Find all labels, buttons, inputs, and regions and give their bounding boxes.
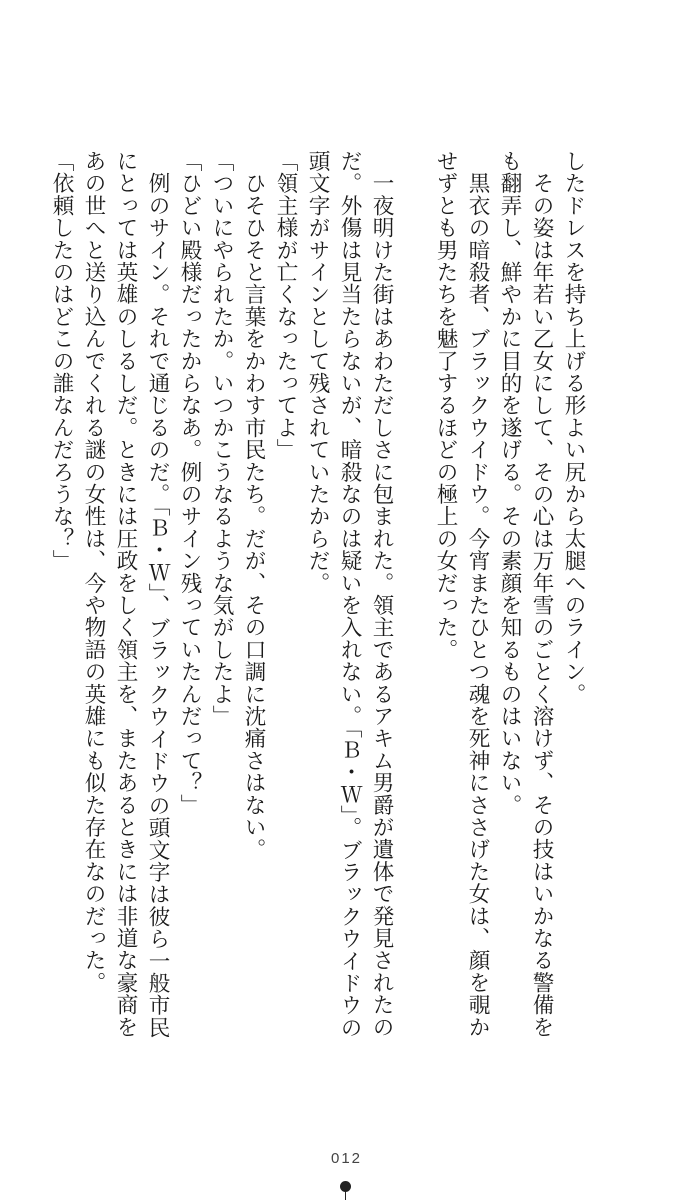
text-line: その姿は年若い乙女にして、その心は万年雪のごとく溶けず、その技はいかなる警備を [529, 150, 554, 1038]
text-line: せずとも男たちを魅了するほどの極上の女だった。 [433, 150, 458, 661]
text-line: だ。外傷は見当たらないが、暗殺なのは疑いを入れない。「Ｂ・Ｗ」。ブラックウイドウの [337, 150, 362, 1039]
text-line: 「依頼したのはどこの誰なんだろうな？」 [49, 150, 74, 572]
text-line: も翻弄し、鮮やかに目的を遂げる。その素顔を知るものはいない。 [497, 150, 522, 816]
text-line: 例のサイン。それで通じるのだ。「Ｂ・Ｗ」、ブラックウイドウの頭文字は彼ら一般市民 [145, 150, 170, 1039]
text-line: にとっては英雄のしるしだ。ときには圧政をしく領主を、またあるときには非道な豪商を [113, 150, 138, 1038]
vertical-text-body [45, 150, 589, 1039]
scene-break [397, 150, 429, 1020]
text-line: 黒衣の暗殺者、ブラックウイドウ。今宵またひとつ魂を死神にささげた女は、顔を覗か [465, 150, 490, 1038]
text-line: あの世へと送り込んでくれる謎の女性は、今や物語の英雄にも似た存在なのだった。 [81, 150, 106, 994]
text-line: 「ひどい殿様だったからなあ。例のサイン残っていたんだって？」 [177, 150, 202, 816]
text-line: したドレスを持ち上げる形よい尻から太腿へのライン。 [561, 150, 586, 705]
text-line: 「ついにやられたか。いつかこうなるような気がしたよ」 [209, 150, 234, 728]
page-number: 012 [330, 1150, 363, 1167]
folio-stem-line [345, 1190, 346, 1200]
text-line: 「領主様が亡くなったってよ」 [273, 150, 298, 461]
text-line: 一夜明けた街はあわただしさに包まれた。領主であるアキム男爵が遺体で発見されたの [369, 150, 394, 1038]
text-line: 頭文字がサインとして残されていたからだ。 [305, 150, 330, 594]
text-line: ひそひそと言葉をかわす市民たち。だが、その口調に沈痛さはない。 [241, 150, 266, 861]
